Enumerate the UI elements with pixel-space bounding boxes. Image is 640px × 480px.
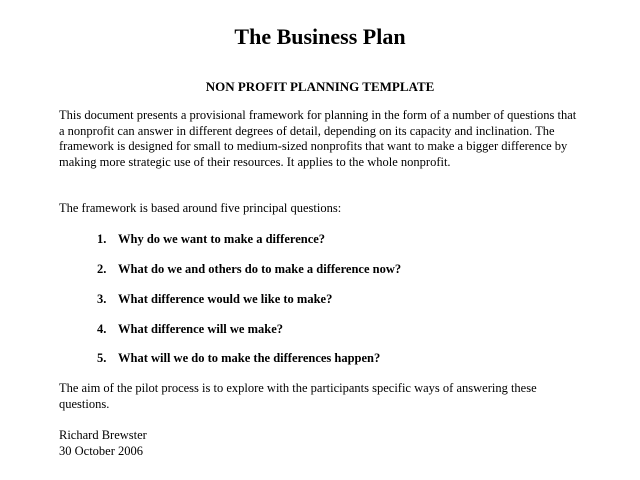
question-number: 4. [97, 322, 107, 336]
question-item [97, 261, 577, 277]
question-number: 5. [97, 351, 107, 365]
question-text: Why do we want to make a difference? [118, 232, 326, 246]
question-text: What will we do to make the differences happen? [118, 351, 381, 365]
author-signature-block [59, 428, 584, 459]
question-item [97, 231, 577, 247]
document-title: The Business Plan [234, 24, 406, 49]
aim-paragraph: The aim of the pilot process is to explore with the participants specific ways of answering these questions. [59, 381, 537, 411]
intro-paragraph: This document presents a provisional framework for planning in the form of a number of questions that a nonprofit can answer in different degrees of detail, depending on its capacity and inclination. The framework is designed for small to medium-sized nonprofits that want to make a bigger difference by making more strategic use of their resources. It applies to the whole nonprofit. [59, 108, 577, 169]
question-text: What do we and others do to make a difference now? [118, 262, 402, 276]
document-date: 30 October 2006 [59, 443, 144, 458]
question-number: 2. [97, 262, 107, 276]
question-text: What difference will we make? [118, 322, 284, 336]
document-subtitle: NON PROFIT PLANNING TEMPLATE [205, 79, 435, 94]
question-text: What difference would we like to make? [118, 292, 333, 306]
question-number: 3. [97, 292, 107, 306]
question-item [97, 321, 577, 337]
framework-intro-paragraph: The framework is based around five principal questions: [59, 201, 342, 215]
question-number: 1. [97, 232, 107, 246]
question-item [97, 350, 577, 366]
question-item [97, 291, 577, 307]
author-name: Richard Brewster [59, 428, 147, 442]
